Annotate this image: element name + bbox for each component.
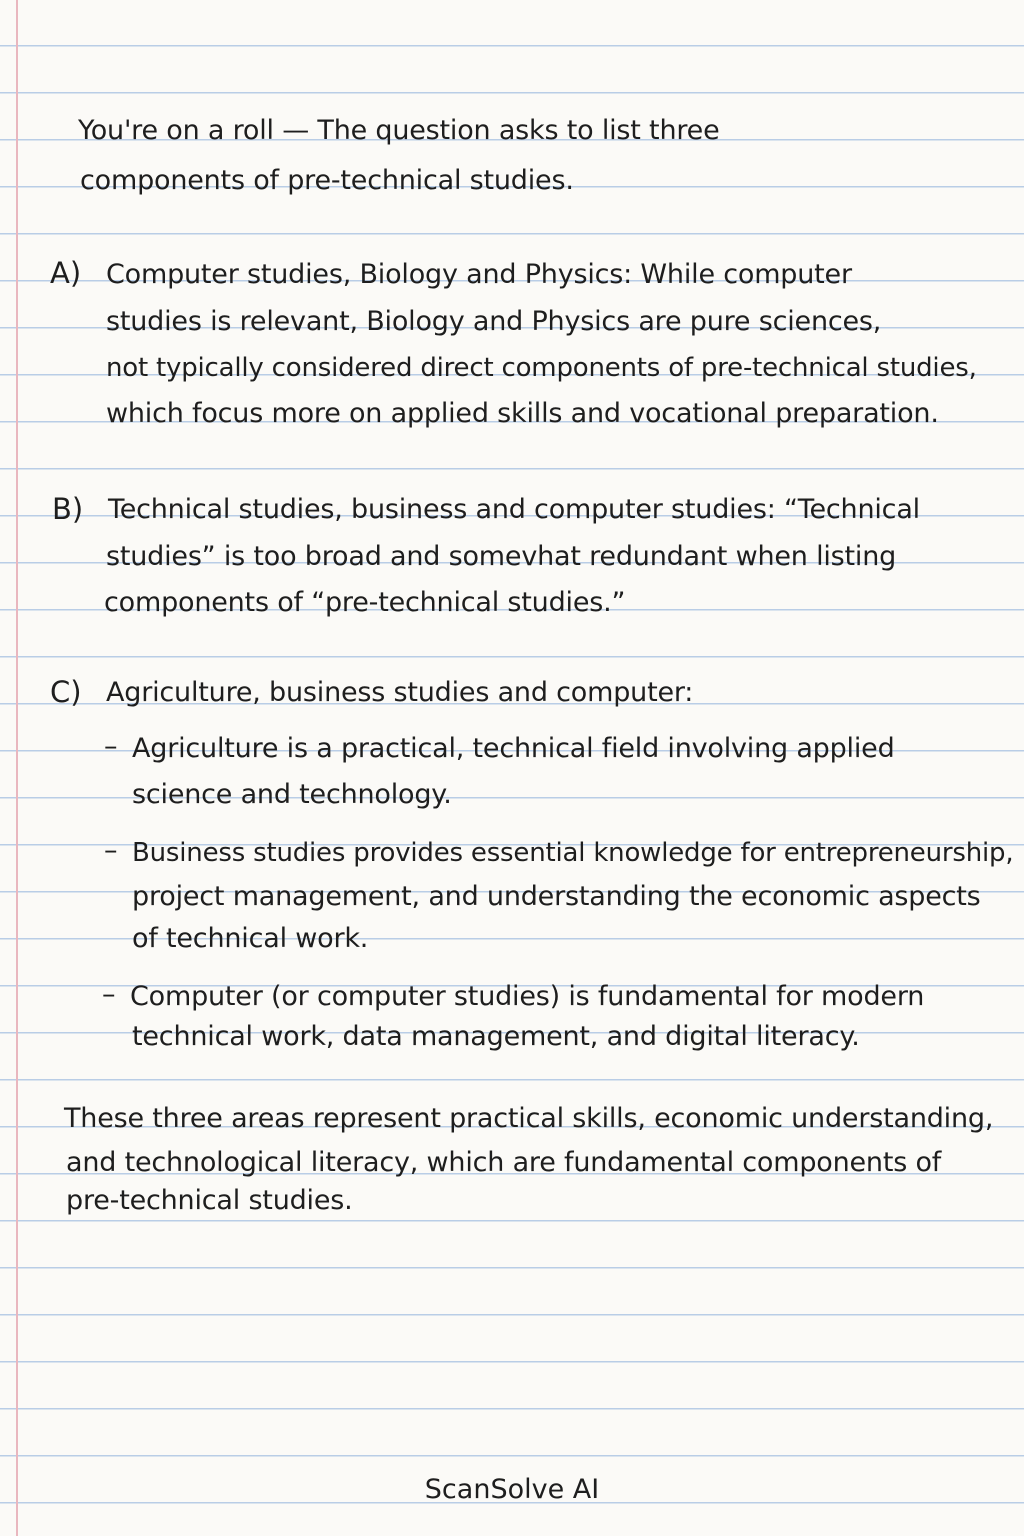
bullet-1-line-2: science and technology.	[132, 779, 452, 810]
bullet-1-line-1: Agriculture is a practical, technical field involving applied	[132, 733, 895, 764]
bullet-2-line-2: project management, and understanding the economic aspects	[132, 881, 981, 912]
option-c-label: C)	[50, 675, 82, 709]
bullet-dash-1: –	[104, 731, 118, 762]
intro-line-2: components of pre-technical studies.	[80, 165, 574, 196]
option-b-line-2: studies” is too broad and somevhat redundant when listing	[106, 541, 897, 572]
bullet-2-line-1: Business studies provides essential knowledge for entrepreneurship,	[132, 838, 1014, 868]
option-a-line-3: not typically considered direct components of pre-technical studies,	[106, 353, 977, 383]
conclusion-line-1: These three areas represent practical skills, economic understanding,	[64, 1103, 994, 1134]
brand-footer: ScanSolve AI	[424, 1474, 600, 1505]
option-a-line-4: which focus more on applied skills and vocational preparation.	[106, 398, 939, 429]
bullet-dash-3: –	[102, 979, 116, 1010]
option-c-line-1: Agriculture, business studies and computer:	[106, 677, 694, 708]
conclusion-line-2: and technological literacy, which are fundamental components of	[66, 1147, 942, 1178]
option-b-label: B)	[52, 492, 84, 526]
option-a-label: A)	[50, 256, 82, 290]
margin-line	[16, 0, 18, 1536]
option-a-line-2: studies is relevant, Biology and Physics are pure sciences,	[106, 306, 882, 337]
bullet-dash-2: –	[104, 835, 118, 866]
conclusion-line-3: pre-technical studies.	[66, 1185, 353, 1216]
bullet-3-line-1: Computer (or computer studies) is fundamental for modern	[130, 981, 925, 1012]
option-a-line-1: Computer studies, Biology and Physics: While computer	[106, 259, 852, 290]
intro-line-1: You're on a roll — The question asks to list three	[78, 115, 720, 146]
bullet-2-line-3: of technical work.	[132, 923, 369, 954]
bullet-3-line-2: technical work, data management, and digital literacy.	[132, 1021, 860, 1052]
option-b-line-3: components of “pre-technical studies.”	[104, 587, 626, 618]
option-b-line-1: Technical studies, business and computer studies: “Technical	[108, 494, 920, 525]
